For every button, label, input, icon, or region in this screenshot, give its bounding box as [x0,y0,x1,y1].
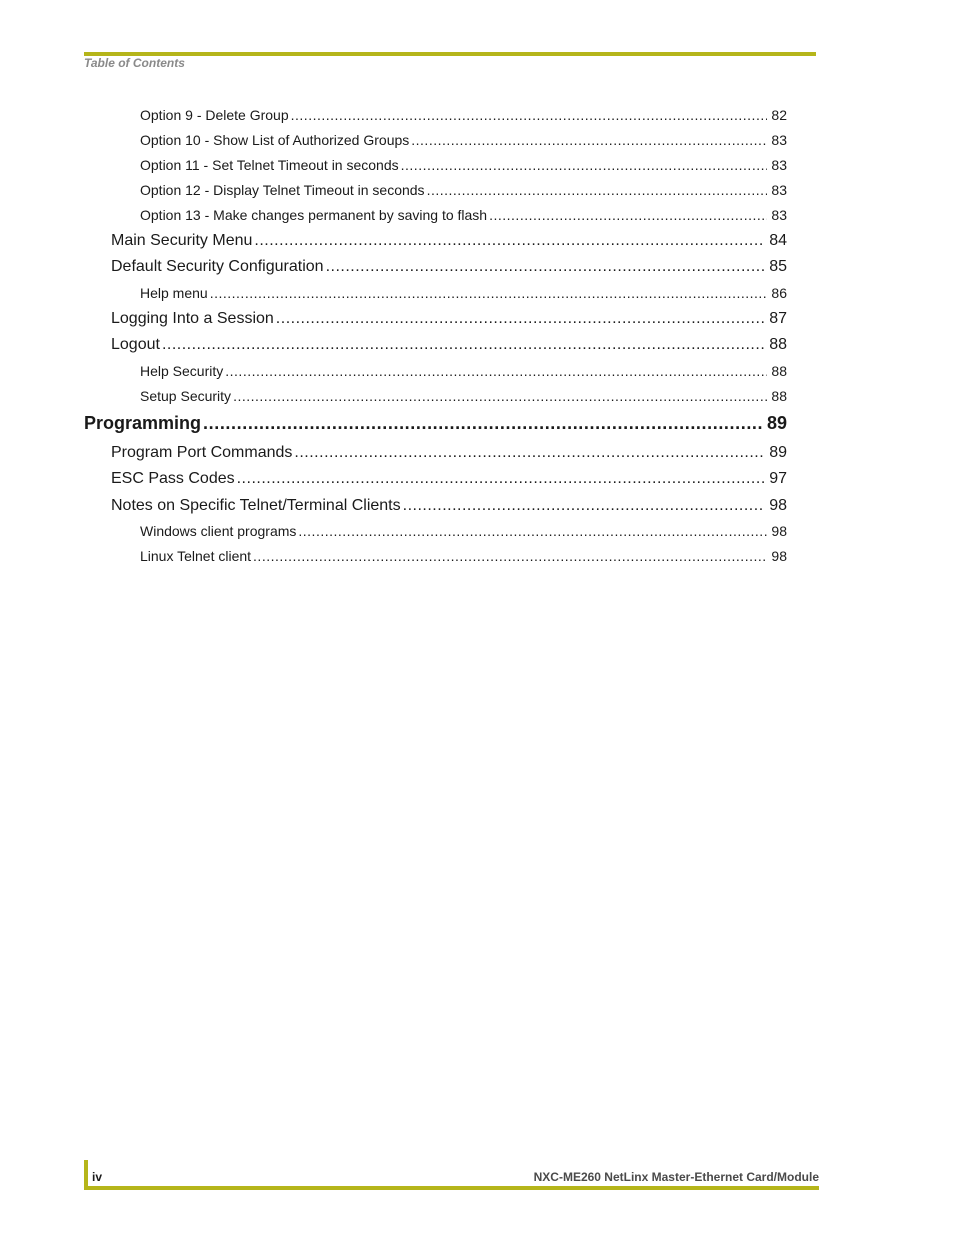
toc-entry-page: 85 [769,258,787,275]
toc-entry-page: 88 [771,363,787,379]
toc-entry[interactable] [140,523,787,539]
toc-entry[interactable] [140,207,787,223]
dot-leader [162,336,765,354]
toc-entry-title: Option 9 - Delete Group [140,107,289,123]
dot-leader [253,548,767,564]
toc-entry-page: 86 [771,285,787,301]
toc-entry[interactable] [111,232,787,250]
toc-entry-title: ESC Pass Codes [111,470,235,487]
dot-leader [298,523,767,539]
toc-entry-title: Setup Security [140,388,232,404]
toc-entry-page: 88 [771,388,787,404]
dot-leader [403,497,766,515]
dot-leader [237,470,766,488]
dot-leader [427,182,768,198]
toc-entry-title: Help menu [140,285,208,301]
toc-entry-page: 97 [769,470,787,487]
toc-entry-page: 98 [769,497,787,514]
dot-leader [326,258,766,276]
toc-entry-title: Option 12 - Display Telnet Timeout in seconds [140,182,425,198]
toc-entry-title: Programming [84,413,202,433]
toc-entry-page: 89 [769,444,787,461]
dot-leader [233,388,767,404]
toc-entry-page: 88 [769,336,787,353]
toc-entry-page: 83 [771,132,787,148]
dot-leader [291,107,768,123]
dot-leader [276,310,765,328]
dot-leader [411,132,767,148]
toc-entry-page: 89 [766,413,787,433]
toc-entry[interactable] [111,497,787,515]
dot-leader [210,285,768,301]
footer-rule [84,1186,819,1190]
footer-page-number: iv [92,1170,103,1184]
toc-entry-title: Default Security Configuration [111,258,324,275]
toc-entry-title: Linux Telnet client [140,548,252,564]
dot-leader [225,363,767,379]
toc-entry[interactable] [140,388,787,404]
toc-entry[interactable] [140,182,787,198]
toc-entry[interactable] [140,285,787,301]
toc-entry-title: Main Security Menu [111,232,253,249]
toc-entry[interactable] [111,258,787,276]
toc-entry[interactable] [111,336,787,354]
toc-entry-page: 83 [771,157,787,173]
toc-entry-title: Logging Into a Session [111,310,274,327]
toc-entry-title: Option 10 - Show List of Authorized Groups [140,132,410,148]
toc-entry-page: 98 [771,523,787,539]
toc-entry-title: Program Port Commands [111,444,293,461]
toc-chapter-entry[interactable] [84,413,787,434]
running-header: Table of Contents [84,56,185,70]
toc-entry-page: 84 [769,232,787,249]
dot-leader [254,232,765,250]
dot-leader [294,444,765,462]
header-rule [84,52,816,56]
toc-entry-page: 82 [771,107,787,123]
toc-entry[interactable] [140,548,787,564]
toc-entry-title: Windows client programs [140,523,297,539]
footer-document-title: NXC-ME260 NetLinx Master-Ethernet Card/Module [533,1170,819,1184]
toc-entry[interactable] [140,363,787,379]
dot-leader [203,413,763,434]
toc-entry[interactable] [140,157,787,173]
toc-entry-page: 87 [769,310,787,327]
toc-entry-title: Logout [111,336,160,353]
toc-entry-title: Notes on Specific Telnet/Terminal Clients [111,497,401,514]
toc-entry[interactable] [111,310,787,328]
dot-leader [401,157,768,173]
dot-leader [489,207,767,223]
toc-entry[interactable] [111,444,787,462]
toc-entry[interactable] [140,107,787,123]
toc-entry[interactable] [140,132,787,148]
toc-entry-title: Option 11 - Set Telnet Timeout in seconds [140,157,399,173]
toc-entry[interactable] [111,470,787,488]
toc-entry-page: 83 [771,207,787,223]
toc-entry-page: 83 [771,182,787,198]
toc-entry-page: 98 [771,548,787,564]
toc-entry-title: Help Security [140,363,224,379]
toc-entry-title: Option 13 - Make changes permanent by saving to flash [140,207,488,223]
